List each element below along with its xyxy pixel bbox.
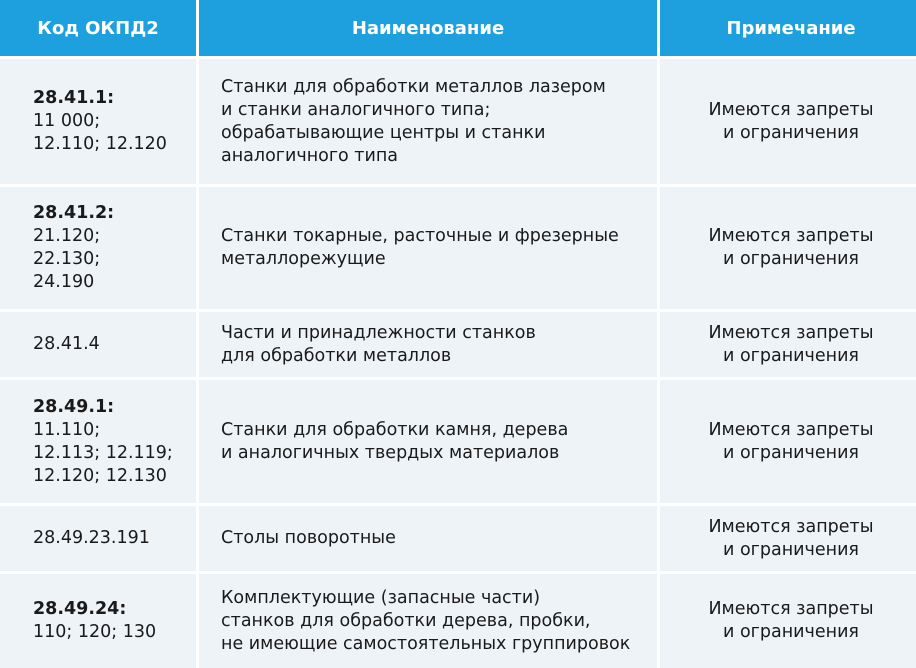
note-text: Имеются запреты и ограничения: [708, 322, 874, 366]
name-text: Части и принадлежности станков для обработки металлов: [221, 322, 536, 366]
table-row-code: [0, 380, 196, 503]
table-row-name: [199, 574, 657, 668]
table-row-name: [199, 187, 657, 309]
note-text: Имеются запреты и ограничения: [708, 99, 874, 143]
name-text: Столы поворотные: [221, 528, 396, 548]
code-bold: 28.49.24:: [33, 599, 127, 619]
code-text: 28.41.4: [33, 334, 100, 354]
note-text: Имеются запреты и ограничения: [708, 419, 874, 463]
table-row-note: [660, 187, 916, 309]
table-row-note: [660, 380, 916, 503]
table-row-note: [660, 312, 916, 377]
table-row-code: [0, 506, 196, 571]
header-name: Наименование: [199, 0, 657, 56]
code-text: 11.110; 12.113; 12.119; 12.120; 12.130: [33, 419, 173, 486]
table-row-name: [199, 380, 657, 503]
table-row-note: [660, 574, 916, 668]
name-text: Станки для обработки металлов лазером и станки аналогичного типа; обрабатывающие центры и станки аналогичного типа: [221, 76, 606, 166]
name-text: Станки для обработки камня, дерева и аналогичных твердых материалов: [221, 419, 569, 463]
table-row-code: [0, 312, 196, 377]
code-bold: 28.41.2:: [33, 203, 115, 223]
header-note: Примечание: [660, 0, 916, 56]
table-row-note: [660, 506, 916, 571]
header-code: Код ОКПД2: [0, 0, 196, 56]
name-text: Комплектующие (запасные части) станков для обработки дерева, пробки, не имеющие самостоятельных группировок: [221, 587, 631, 654]
note-text: Имеются запреты и ограничения: [708, 226, 874, 269]
code-bold: 28.49.1:: [33, 396, 115, 417]
table-row-code: [0, 574, 196, 668]
table-row-name: [199, 59, 657, 184]
code-text: 28.49.23.191: [33, 528, 150, 548]
table-row-code: [0, 187, 196, 309]
table-row-name: [199, 312, 657, 377]
name-text: Станки токарные, расточные и фрезерные металлорежущие: [221, 226, 619, 269]
note-text: Имеются запреты и ограничения: [708, 516, 874, 560]
code-text: 110; 120; 130: [33, 622, 157, 642]
code-text: 11 000; 12.110; 12.120: [33, 111, 167, 154]
table-row-name: [199, 506, 657, 571]
table-row-code: [0, 59, 196, 184]
note-text: Имеются запреты и ограничения: [708, 599, 874, 642]
code-text: 21.120; 22.130; 24.190: [33, 226, 101, 292]
code-bold: 28.41.1:: [33, 88, 115, 108]
table-row-note: [660, 59, 916, 184]
